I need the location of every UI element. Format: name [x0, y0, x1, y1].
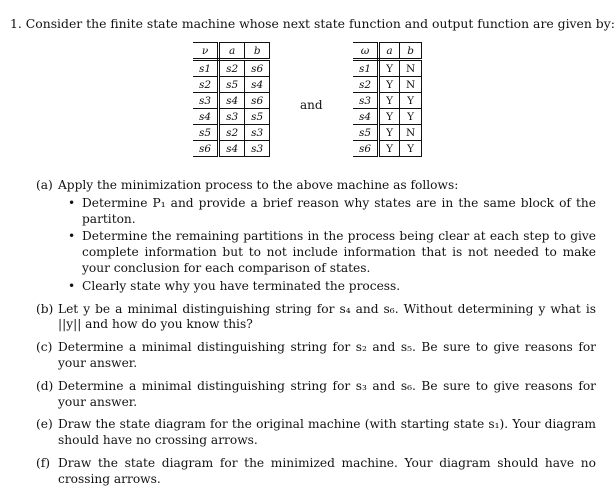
output-header-a: a — [379, 43, 400, 60]
next-state-table — [193, 42, 270, 157]
output-row-b: Y — [400, 141, 422, 157]
output-row-a: Y — [379, 60, 400, 77]
part-f — [36, 456, 596, 488]
next-state-row-b: s5 — [245, 109, 270, 125]
next-state-header-symbol: ν — [193, 43, 219, 60]
part-e-label: (e) — [36, 417, 53, 432]
output-row-a: Y — [379, 93, 400, 109]
next-state-row-b: s6 — [245, 60, 270, 77]
output-row-a: Y — [379, 109, 400, 125]
next-state-row-b: s6 — [245, 93, 270, 109]
next-state-row-a: s4 — [219, 93, 245, 109]
part-a-label: (a) — [36, 178, 53, 192]
bullet-dot: • — [68, 278, 76, 293]
part-d-label: (d) — [36, 378, 54, 393]
problem-heading — [10, 16, 615, 31]
next-state-row-b: s3 — [245, 125, 270, 141]
next-state-row-a: s3 — [219, 109, 245, 125]
next-state-row-a: s4 — [219, 141, 245, 157]
output-row-b: N — [400, 125, 422, 141]
bullet-dot: • — [68, 229, 76, 244]
next-state-row-state: s6 — [193, 141, 219, 157]
part-c — [36, 340, 596, 372]
next-state-row — [193, 125, 270, 141]
next-state-row-state: s3 — [193, 93, 219, 109]
part-d — [36, 379, 596, 411]
next-state-row — [193, 77, 270, 93]
output-row — [353, 77, 422, 93]
next-state-row-b: s3 — [245, 141, 270, 157]
part-c-label: (c) — [36, 340, 53, 355]
part-a — [36, 178, 596, 295]
output-row-a: Y — [379, 77, 400, 93]
problem-number: 1. — [10, 16, 22, 31]
part-c-text: Determine a minimal distinguishing string for s₂ and s₅. Be sure to give reasons for your answer. — [58, 340, 596, 370]
output-row — [353, 141, 422, 157]
part-d-text: Determine a minimal distinguishing string for s₃ and s₆. Be sure to give reasons for your answer. — [58, 378, 596, 409]
problem-heading-text: Consider the finite state machine whose next state function and output function are given by: — [25, 16, 615, 31]
output-row-b: N — [400, 60, 422, 77]
next-state-row — [193, 60, 270, 77]
output-row — [353, 109, 422, 125]
output-row-state: s6 — [353, 141, 379, 157]
next-state-row — [193, 141, 270, 157]
next-state-header-b: b — [245, 43, 270, 60]
part-a-text: Apply the minimization process to the above machine as follows: — [58, 178, 459, 192]
output-row-state: s1 — [353, 60, 379, 77]
part-e-text: Draw the state diagram for the original machine (with starting state s₁). Your diagram should have no crossing arrows. — [58, 417, 596, 448]
output-row-b: Y — [400, 109, 422, 125]
bullet-item — [58, 279, 596, 295]
bullet-text: Determine the remaining partitions in the process being clear at each step to give complete information but to not include information that is not needed to make your conclusion for each comparison of states. — [82, 229, 596, 275]
next-state-row-b: s4 — [245, 77, 270, 93]
output-row-state: s5 — [353, 125, 379, 141]
part-a-bullets — [58, 196, 596, 295]
output-header-symbol: ω — [353, 43, 379, 60]
function-tables — [0, 42, 616, 172]
output-table — [353, 42, 422, 157]
part-e — [36, 417, 596, 449]
output-row-a: Y — [379, 141, 400, 157]
output-row-b: N — [400, 77, 422, 93]
part-f-label: (f) — [36, 455, 51, 470]
bullet-item — [58, 229, 596, 276]
next-state-row-state: s1 — [193, 60, 219, 77]
output-row-state: s3 — [353, 93, 379, 109]
next-state-row-a: s5 — [219, 77, 245, 93]
part-b-text: Let y be a minimal distinguishing string for s₄ and s₆. Without determining y what is ||y|| and how do you know this? — [58, 301, 596, 332]
and-connector: and — [300, 98, 323, 112]
next-state-row-a: s2 — [219, 60, 245, 77]
bullet-text: Determine P₁ and provide a brief reason why states are in the same block of the partiton. — [82, 195, 596, 226]
part-b — [36, 302, 596, 334]
next-state-row-state: s5 — [193, 125, 219, 141]
output-row-state: s4 — [353, 109, 379, 125]
output-row — [353, 60, 422, 77]
next-state-row-state: s2 — [193, 77, 219, 93]
output-row — [353, 93, 422, 109]
bullet-text: Clearly state why you have terminated the process. — [82, 278, 401, 293]
output-row-a: Y — [379, 125, 400, 141]
output-row-state: s2 — [353, 77, 379, 93]
output-row-b: Y — [400, 93, 422, 109]
next-state-row-a: s2 — [219, 125, 245, 141]
question-parts — [36, 178, 596, 495]
next-state-row — [193, 109, 270, 125]
next-state-row-state: s4 — [193, 109, 219, 125]
output-header-b: b — [400, 43, 422, 60]
part-f-text: Draw the state diagram for the minimized machine. Your diagram should have no crossing arrows. — [58, 455, 596, 486]
bullet-dot: • — [68, 195, 76, 210]
part-b-label: (b) — [36, 301, 54, 316]
output-row — [353, 125, 422, 141]
bullet-item — [58, 196, 596, 228]
next-state-header-a: a — [219, 43, 245, 60]
next-state-row — [193, 93, 270, 109]
